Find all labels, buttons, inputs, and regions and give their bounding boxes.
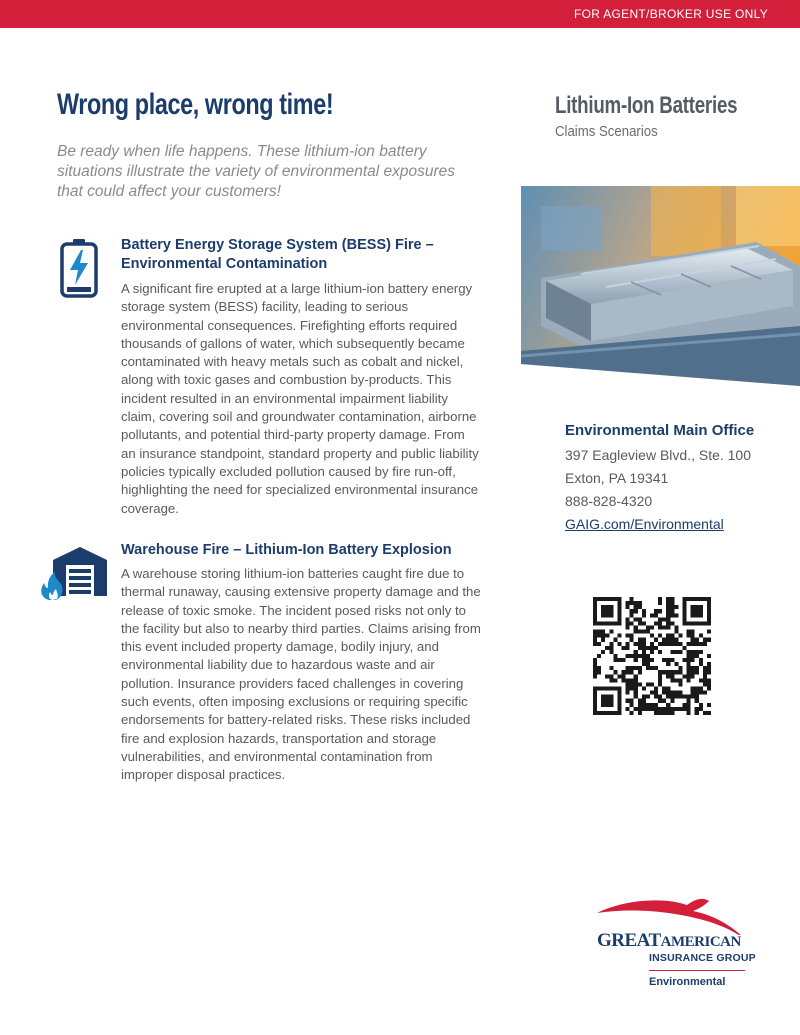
section-title-warehouse: Warehouse Fire – Lithium-Ion Battery Explosion [121, 542, 452, 558]
sidebar-subtitle: Claims Scenarios [555, 123, 658, 140]
office-title: Environmental Main Office [565, 422, 755, 439]
logo-divider [649, 970, 745, 971]
qr-code[interactable] [593, 597, 711, 715]
warehouse-fire-icon [39, 544, 109, 607]
logo-division: Environmental [649, 976, 726, 988]
office-phone: 888-828-4320 [565, 493, 653, 509]
office-website-link[interactable]: GAIG.com/Environmental [565, 516, 724, 532]
office-address-line1: 397 Eagleview Blvd., Ste. 100 [565, 447, 752, 463]
top-banner [0, 0, 800, 28]
sidebar-title: Lithium-Ion Batteries [555, 92, 738, 119]
logo-wordmark: GREATAMERICAN [597, 930, 741, 951]
intro-text: Be ready when life happens. These lithium-ion battery situations illustrate the variety of environmental exposures that could affect your customers! [57, 143, 456, 200]
office-address-line2: Exton, PA 19341 [565, 470, 669, 486]
battery-icon [60, 238, 98, 303]
great-american-logo [595, 895, 755, 995]
logo-group-text: INSURANCE GROUP [649, 952, 756, 964]
audience-notice: FOR AGENT/BROKER USE ONLY [574, 7, 768, 21]
section-body-bess: A significant fire erupted at a large lithium-ion battery energy storage system (BESS) facility, leading to serious environmental consequences. Firefighting efforts required thousands of gallons of water, which subsequently became contaminated with heavy metals such as cobalt and nickel, along with toxic gases and combustion by-products. This incident resulted in an environmental impairment liability claim, covering soil and groundwater contamination, airborne pollutants, and potential third-party property damage. From an insurance standpoint, standard property and public liability policies typically excluded pollution caused by fire run-off, highlighting the need for specialized environmental insurance coverage. [121, 281, 479, 516]
battery-factory-photo [521, 186, 800, 386]
page-title: Wrong place, wrong time! [57, 88, 334, 121]
section-title-bess: Battery Energy Storage System (BESS) Fire – Environmental Contamination [121, 237, 434, 272]
eagle-swoosh-icon [595, 895, 755, 935]
section-body-warehouse: A warehouse storing lithium-ion batteries caught fire due to thermal runaway, causing extensive property damage and the release of toxic smoke. The incident posed risks not only to the facility but also to nearby third parties. Claims arising from this event included property damage, bodily injury, and environmental liability due to hazardous waste and air pollution. Insurance providers faced challenges in covering such events, often imposing exclusions or requiring specific endorsements for battery-related risks. These risks included fire and explosion hazards, transportation and storage vulnerabilities, and environmental contamination from improper disposal practices. [121, 566, 481, 783]
